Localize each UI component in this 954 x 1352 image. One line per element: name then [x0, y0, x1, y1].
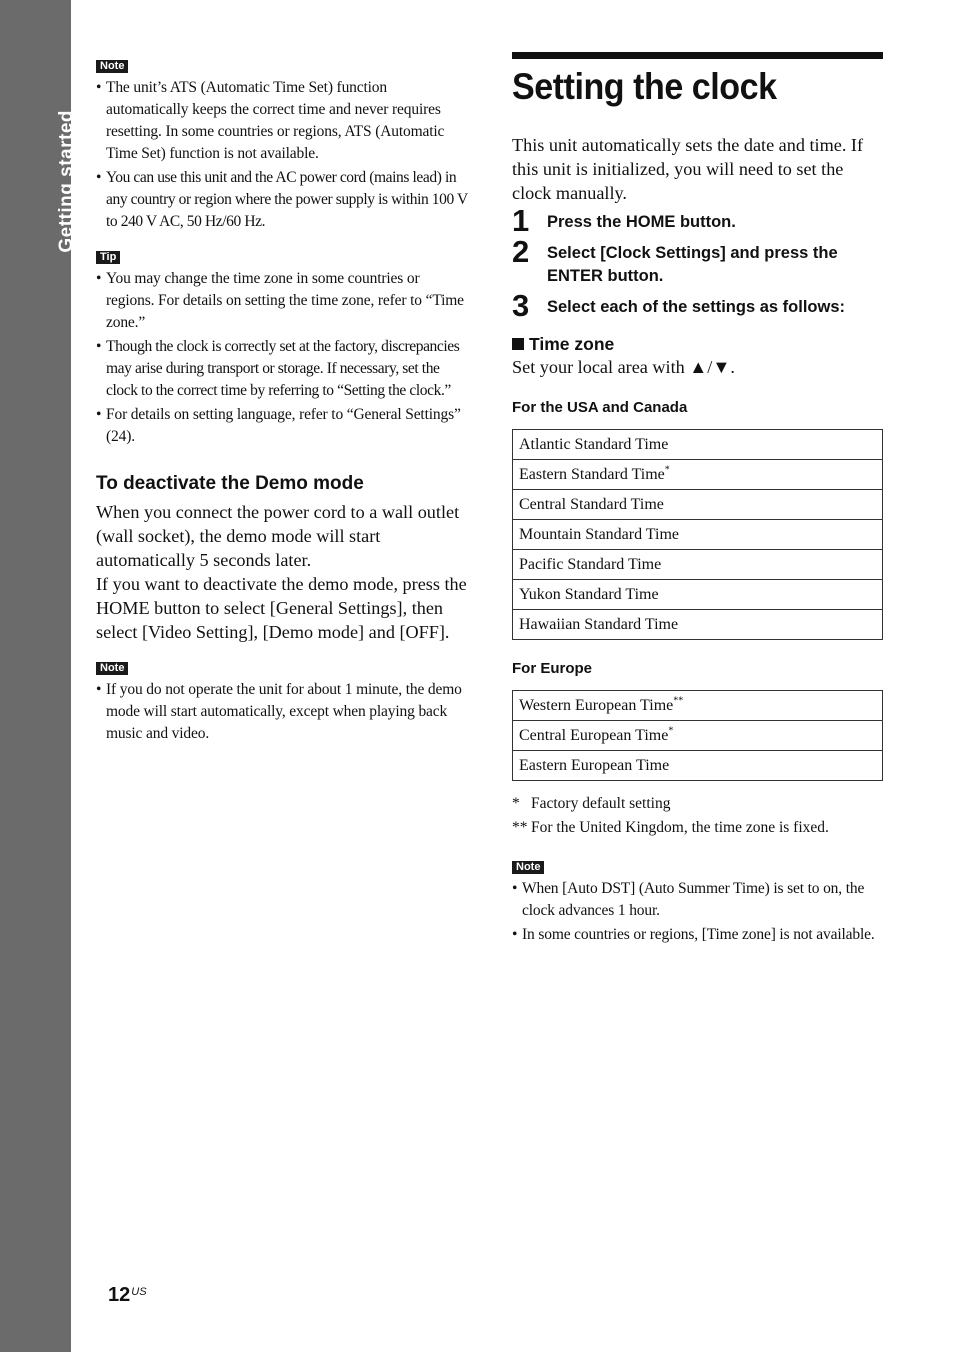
- note-item: • When [Auto DST] (Auto Summer Time) is set to on, the clock advances 1 hour.: [512, 878, 883, 922]
- step-text: Select each of the settings as follows:: [547, 298, 845, 316]
- usa-timezone-table: [512, 429, 883, 640]
- page-title: Setting the clock: [512, 66, 777, 107]
- step: [512, 234, 883, 288]
- footnote: ** For the United Kingdom, the time zone is fixed.: [512, 819, 829, 836]
- timezone-heading: Time zone: [512, 333, 883, 355]
- table-cell: Hawaiian Standard Time: [513, 610, 883, 640]
- title-rule: [512, 52, 883, 59]
- right-column: [512, 52, 883, 948]
- europe-timezone-table: [512, 690, 883, 781]
- note-item: • The unit’s ATS (Automatic Time Set) function automatically keeps the correct time and never requires resetting. In some countries or regions, ATS (Automatic Time Set) function is not available.: [96, 77, 468, 165]
- note-item: • You can use this unit and the AC power cord (mains lead) in any country or region where the power supply is within 100 V to 240 V AC, 50 Hz/60 Hz.: [96, 167, 468, 233]
- table-cell: Central European Time*: [513, 721, 883, 751]
- table-cell: Central Standard Time: [513, 490, 883, 520]
- note-badge: Note: [512, 861, 544, 874]
- tip-item: • You may change the time zone in some countries or regions. For details on setting the time zone, refer to “Time zone.”: [96, 268, 468, 334]
- step-text: Press the HOME button.: [547, 213, 736, 231]
- step: [512, 203, 883, 238]
- tip-item: • For details on setting language, refer to “General Settings” (24).: [96, 404, 468, 448]
- table-cell: Yukon Standard Time: [513, 580, 883, 610]
- table-cell: Atlantic Standard Time: [513, 430, 883, 460]
- table-row: [513, 490, 883, 520]
- tip-item: • Though the clock is correctly set at the factory, discrepancies may arise during transport or storage. If necessary, set the clock to the correct time by referring to “Setting the clock.”: [96, 336, 468, 402]
- table-row: [513, 691, 883, 721]
- usa-heading: For the USA and Canada: [512, 399, 688, 416]
- table-row: [513, 721, 883, 751]
- page-number: $12^{US}$: [108, 1284, 147, 1306]
- table-row: [513, 751, 883, 781]
- square-bullet-icon: [512, 338, 524, 350]
- demo-heading: To deactivate the Demo mode: [96, 473, 364, 494]
- europe-heading: For Europe: [512, 660, 593, 677]
- note-block: [96, 56, 468, 233]
- intro-paragraph: This unit automatically sets the date and time. If this unit is initialized, you will need to set the clock manually.: [512, 135, 864, 203]
- table-cell: Mountain Standard Time: [513, 520, 883, 550]
- table-cell: Eastern Standard Time*: [513, 460, 883, 490]
- step-text: Select [Clock Settings] and press the ENTER button.: [547, 244, 838, 285]
- footnote: * Factory default setting: [512, 795, 671, 812]
- table-row: [513, 460, 883, 490]
- note-block: [512, 857, 883, 946]
- table-row: [513, 610, 883, 640]
- table-row: [513, 550, 883, 580]
- timezone-description: Set your local area with ▲/▼.: [512, 357, 735, 377]
- table-row: [513, 430, 883, 460]
- table-cell: Pacific Standard Time: [513, 550, 883, 580]
- step-number: 2: [512, 234, 530, 269]
- tip-badge: Tip: [96, 251, 120, 264]
- step: [512, 288, 883, 323]
- table-row: [513, 580, 883, 610]
- note-badge: Note: [96, 60, 128, 73]
- section-label: Getting started: [56, 110, 77, 253]
- table-cell: Western European Time**: [513, 691, 883, 721]
- tip-block: [96, 247, 468, 448]
- step-number: 3: [512, 288, 530, 323]
- sidebar: [0, 0, 77, 1352]
- left-column: [96, 56, 468, 747]
- demo-paragraph: When you connect the power cord to a wall outlet (wall socket), the demo mode will start automatically 5 seconds later.: [96, 502, 460, 570]
- step-number: 1: [512, 203, 530, 238]
- note-item: • If you do not operate the unit for about 1 minute, the demo mode will start automatically, except when playing back music and video.: [96, 679, 468, 745]
- table-cell: Eastern European Time: [513, 751, 883, 781]
- footnotes: [512, 792, 883, 840]
- note-block: [96, 658, 468, 745]
- note-item: • In some countries or regions, [Time zone] is not available.: [512, 924, 883, 946]
- note-badge: Note: [96, 662, 128, 675]
- demo-paragraph: If you want to deactivate the demo mode, press the HOME button to select [General Settings], then select [Video Setting], [Demo mode] and [OFF].: [96, 574, 467, 642]
- table-row: [513, 520, 883, 550]
